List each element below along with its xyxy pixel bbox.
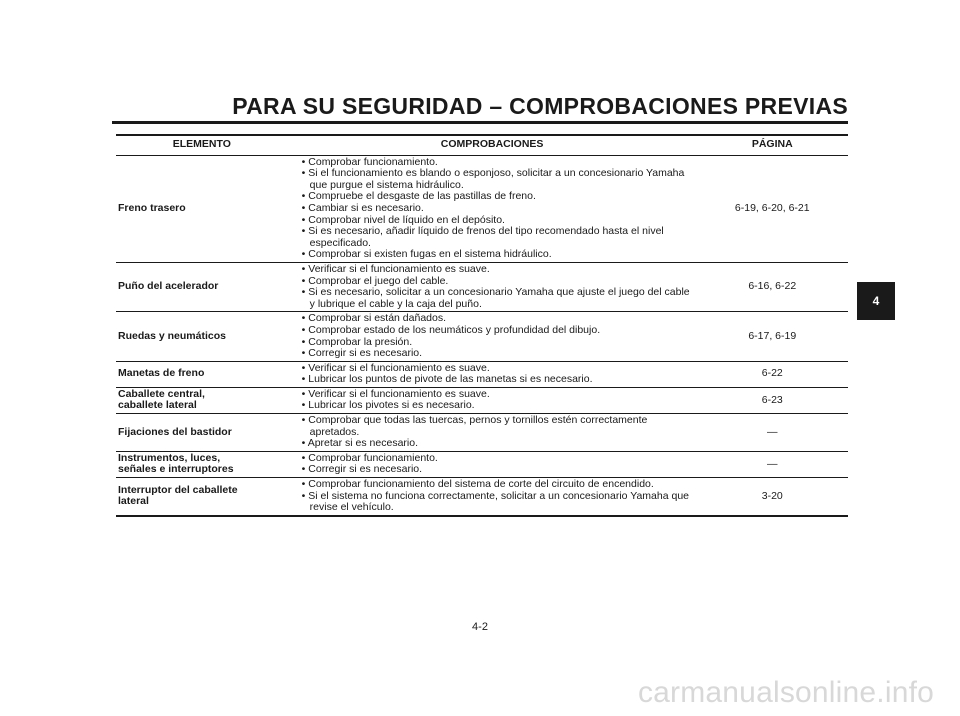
check-item: • Comprobar el juego del cable. xyxy=(290,276,695,288)
check-item: • Si el sistema no funciona correctamente, solicitar a un concesionario Yamaha que revise el vehículo. xyxy=(290,491,695,514)
table-row xyxy=(116,478,848,516)
check-item: • Comprobar si existen fugas en el sistema hidráulico. xyxy=(290,249,695,261)
item-label: Puño del acelerador xyxy=(118,280,219,293)
checks-cell xyxy=(288,451,697,477)
page-reference: 6-19, 6-20, 6-21 xyxy=(697,155,848,262)
table-row xyxy=(116,414,848,452)
checks-cell xyxy=(288,414,697,452)
checks-cell xyxy=(288,262,697,311)
table-header-row xyxy=(116,135,848,155)
check-item: • Comprobar funcionamiento del sistema de corte del circuito de encendido. xyxy=(290,479,695,491)
check-item: • Si es necesario, añadir líquido de frenos del tipo recomendado hasta el nivel especificado. xyxy=(290,226,695,249)
checks-cell xyxy=(288,478,697,516)
item-label: Caballete central, xyxy=(118,387,205,400)
item-label: Freno trasero xyxy=(118,201,186,214)
check-item: • Si el funcionamiento es blando o esponjoso, solicitar a un concesionario Yamaha que purgue el sistema hidráulico. xyxy=(290,168,695,191)
check-item: • Lubricar los puntos de pivote de las manetas si es necesario. xyxy=(290,374,695,386)
item-label: Fijaciones del bastidor xyxy=(118,425,232,438)
table-row xyxy=(116,312,848,361)
table-row xyxy=(116,451,848,477)
checks-cell xyxy=(288,155,697,262)
item-cell xyxy=(116,387,288,413)
page-reference: 6-16, 6-22 xyxy=(697,262,848,311)
item-label: señales e interruptores xyxy=(118,463,234,476)
chapter-tab: 4 xyxy=(857,282,895,320)
item-cell xyxy=(116,478,288,516)
pre-operation-checks-table xyxy=(116,134,848,517)
page-number: 4-2 xyxy=(472,621,488,633)
item-label: lateral xyxy=(118,495,149,508)
item-label: Interruptor del caballete xyxy=(118,483,238,496)
item-cell xyxy=(116,451,288,477)
check-item: • Comprobar si están dañados. xyxy=(290,313,695,325)
check-item: • Comprobar funcionamiento. xyxy=(290,157,695,169)
check-item: • Corregir si es necesario. xyxy=(290,464,695,476)
page-title: PARA SU SEGURIDAD – COMPROBACIONES PREVIAS xyxy=(232,93,848,119)
check-item: • Apretar si es necesario. xyxy=(290,438,695,450)
check-item: • Comprobar la presión. xyxy=(290,337,695,349)
table-row xyxy=(116,361,848,387)
checks-cell xyxy=(288,312,697,361)
page-reference: 6-17, 6-19 xyxy=(697,312,848,361)
table-body xyxy=(116,155,848,516)
page-reference: 6-22 xyxy=(697,361,848,387)
check-item: • Cambiar si es necesario. xyxy=(290,203,695,215)
column-header-page: PÁGINA xyxy=(697,135,848,155)
column-header-item: ELEMENTO xyxy=(116,135,288,155)
table-row xyxy=(116,155,848,262)
table-row xyxy=(116,262,848,311)
page-reference: — xyxy=(697,451,848,477)
item-label: Ruedas y neumáticos xyxy=(118,329,226,342)
check-item: • Verificar si el funcionamiento es suave. xyxy=(290,363,695,375)
title-divider xyxy=(112,121,848,124)
check-item: • Si es necesario, solicitar a un concesionario Yamaha que ajuste el juego del cable y lubrique el cable y la caja del puño. xyxy=(290,287,695,310)
item-cell xyxy=(116,414,288,452)
checks-cell xyxy=(288,361,697,387)
item-label: caballete lateral xyxy=(118,399,197,412)
check-item: • Comprobar estado de los neumáticos y profundidad del dibujo. xyxy=(290,325,695,337)
check-item: • Corregir si es necesario. xyxy=(290,348,695,360)
item-cell xyxy=(116,312,288,361)
check-item: • Comprobar funcionamiento. xyxy=(290,453,695,465)
table-row xyxy=(116,387,848,413)
page-reference: — xyxy=(697,414,848,452)
item-cell xyxy=(116,361,288,387)
check-item: • Compruebe el desgaste de las pastillas de freno. xyxy=(290,191,695,203)
check-item: • Comprobar nivel de líquido en el depósito. xyxy=(290,215,695,227)
check-item: • Verificar si el funcionamiento es suave. xyxy=(290,264,695,276)
page-reference: 6-23 xyxy=(697,387,848,413)
item-label: Instrumentos, luces, xyxy=(118,451,221,464)
page-reference: 3-20 xyxy=(697,478,848,516)
item-cell xyxy=(116,262,288,311)
watermark: carmanualsonline.info xyxy=(637,676,934,709)
check-item: • Verificar si el funcionamiento es suave. xyxy=(290,389,695,401)
checks-cell xyxy=(288,387,697,413)
check-item: • Comprobar que todas las tuercas, pernos y tornillos estén correctamente apretados. xyxy=(290,415,695,438)
column-header-checks: COMPROBACIONES xyxy=(288,135,697,155)
check-item: • Lubricar los pivotes si es necesario. xyxy=(290,400,695,412)
item-label: Manetas de freno xyxy=(118,367,205,380)
item-cell xyxy=(116,155,288,262)
